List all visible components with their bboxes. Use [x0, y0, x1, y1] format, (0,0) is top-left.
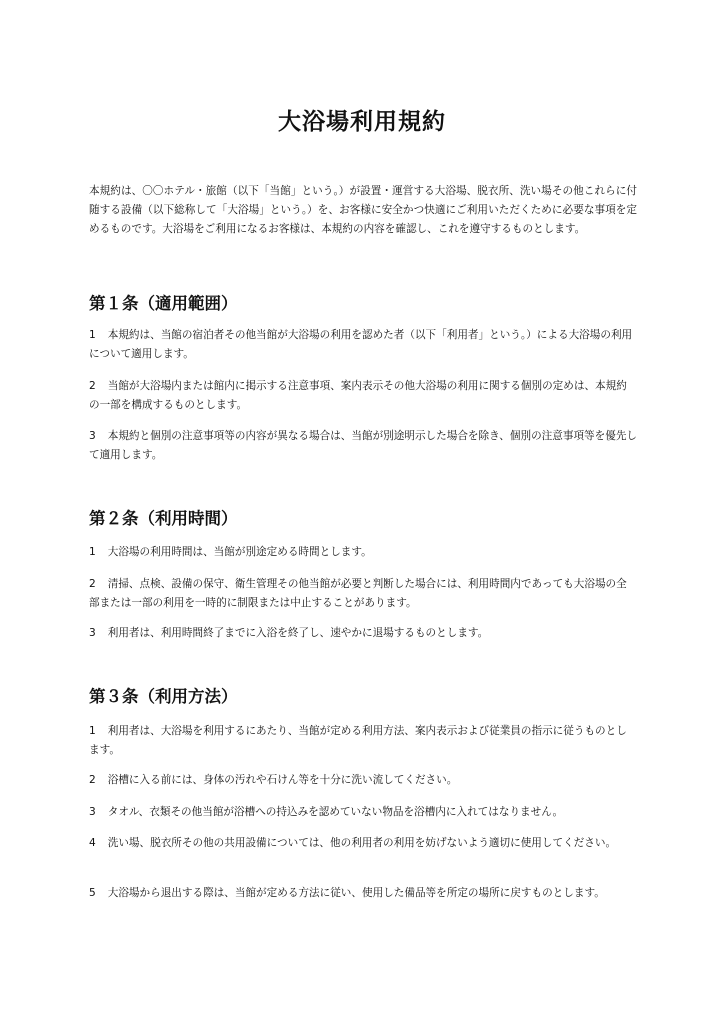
article-1-heading: 第１条（適用範囲）	[89, 294, 238, 313]
clause-number: 5	[89, 887, 96, 899]
article-1-clause-2	[89, 377, 637, 415]
article-3-clause-4	[89, 834, 637, 853]
clause-text: 本規約は、当館の宿泊者その他当館が大浴場の利用を認めた者（以下「利用者」という。）による大浴場の利用について適用します。	[89, 329, 633, 360]
clause-number: 1	[89, 725, 96, 737]
clause-number: 2	[89, 774, 96, 786]
clause-text: 大浴場の利用時間は、当館が別途定める時間とします。	[107, 546, 372, 558]
clause-number: 1	[89, 329, 96, 341]
clause-text: タオル、衣類その他当館が浴槽への持込みを認めていない物品を浴槽内に入れてはなりません。	[107, 806, 564, 818]
article-1-clause-1	[89, 326, 637, 364]
article-3-clause-1	[89, 722, 637, 760]
article-3-clause-3	[89, 803, 637, 822]
clause-text: 利用者は、大浴場を利用するにあたり、当館が定める利用方法、案内表示および従業員の指示に従うものとします。	[89, 725, 627, 756]
intro-paragraph: 本規約は、〇〇ホテル・旅館（以下「当館」という。）が設置・運営する大浴場、脱衣所、洗い場その他これらに付随する設備（以下総称して「大浴場」という。）を、お客様に安全かつ快適にご利用いただくために必要な事項を定めるものです。大浴場をご利用になるお客様は、本規約の内容を確認し、これを遵守するものとします。	[89, 185, 637, 235]
clause-number: 3	[89, 430, 96, 442]
article-2-clause-2	[89, 575, 637, 613]
clause-number: 1	[89, 546, 96, 558]
article-2-heading: 第２条（利用時間）	[89, 509, 238, 528]
article-3-heading: 第３条（利用方法）	[89, 687, 238, 706]
clause-number: 2	[89, 578, 96, 590]
document-title: 大浴場利用規約	[278, 109, 446, 135]
clause-text: 利用者は、利用時間終了までに入浴を終了し、速やかに退場するものとします。	[107, 627, 489, 639]
clause-text: 洗い場、脱衣所その他の共用設備については、他の利用者の利用を妨げないよう適切に使用してください。	[107, 837, 617, 849]
clause-text: 浴槽に入る前には、身体の汚れや石けん等を十分に洗い流してください。	[107, 774, 458, 786]
article-3-clause-2	[89, 771, 637, 790]
clause-number: 3	[89, 806, 96, 818]
article-2-clause-3	[89, 624, 637, 643]
article-3-clause-5	[89, 884, 637, 903]
clause-text: 当館が大浴場内または館内に掲示する注意事項、案内表示その他大浴場の利用に関する個別の定めは、本規約の一部を構成するものとします。	[89, 380, 627, 411]
article-1-clause-3	[89, 427, 637, 465]
clause-text: 大浴場から退出する際は、当館が定める方法に従い、使用した備品等を所定の場所に戻すものとします。	[107, 887, 605, 899]
clause-number: 2	[89, 380, 96, 392]
clause-number: 4	[89, 837, 96, 849]
clause-number: 3	[89, 627, 96, 639]
clause-text: 本規約と個別の注意事項等の内容が異なる場合は、当館が別途明示した場合を除き、個別の注意事項等を優先して適用します。	[89, 430, 638, 461]
article-2-clause-1	[89, 543, 637, 562]
clause-text: 清掃、点検、設備の保守、衛生管理その他当館が必要と判断した場合には、利用時間内であっても大浴場の全部または一部の利用を一時的に制限または中止することがあります。	[89, 578, 627, 609]
